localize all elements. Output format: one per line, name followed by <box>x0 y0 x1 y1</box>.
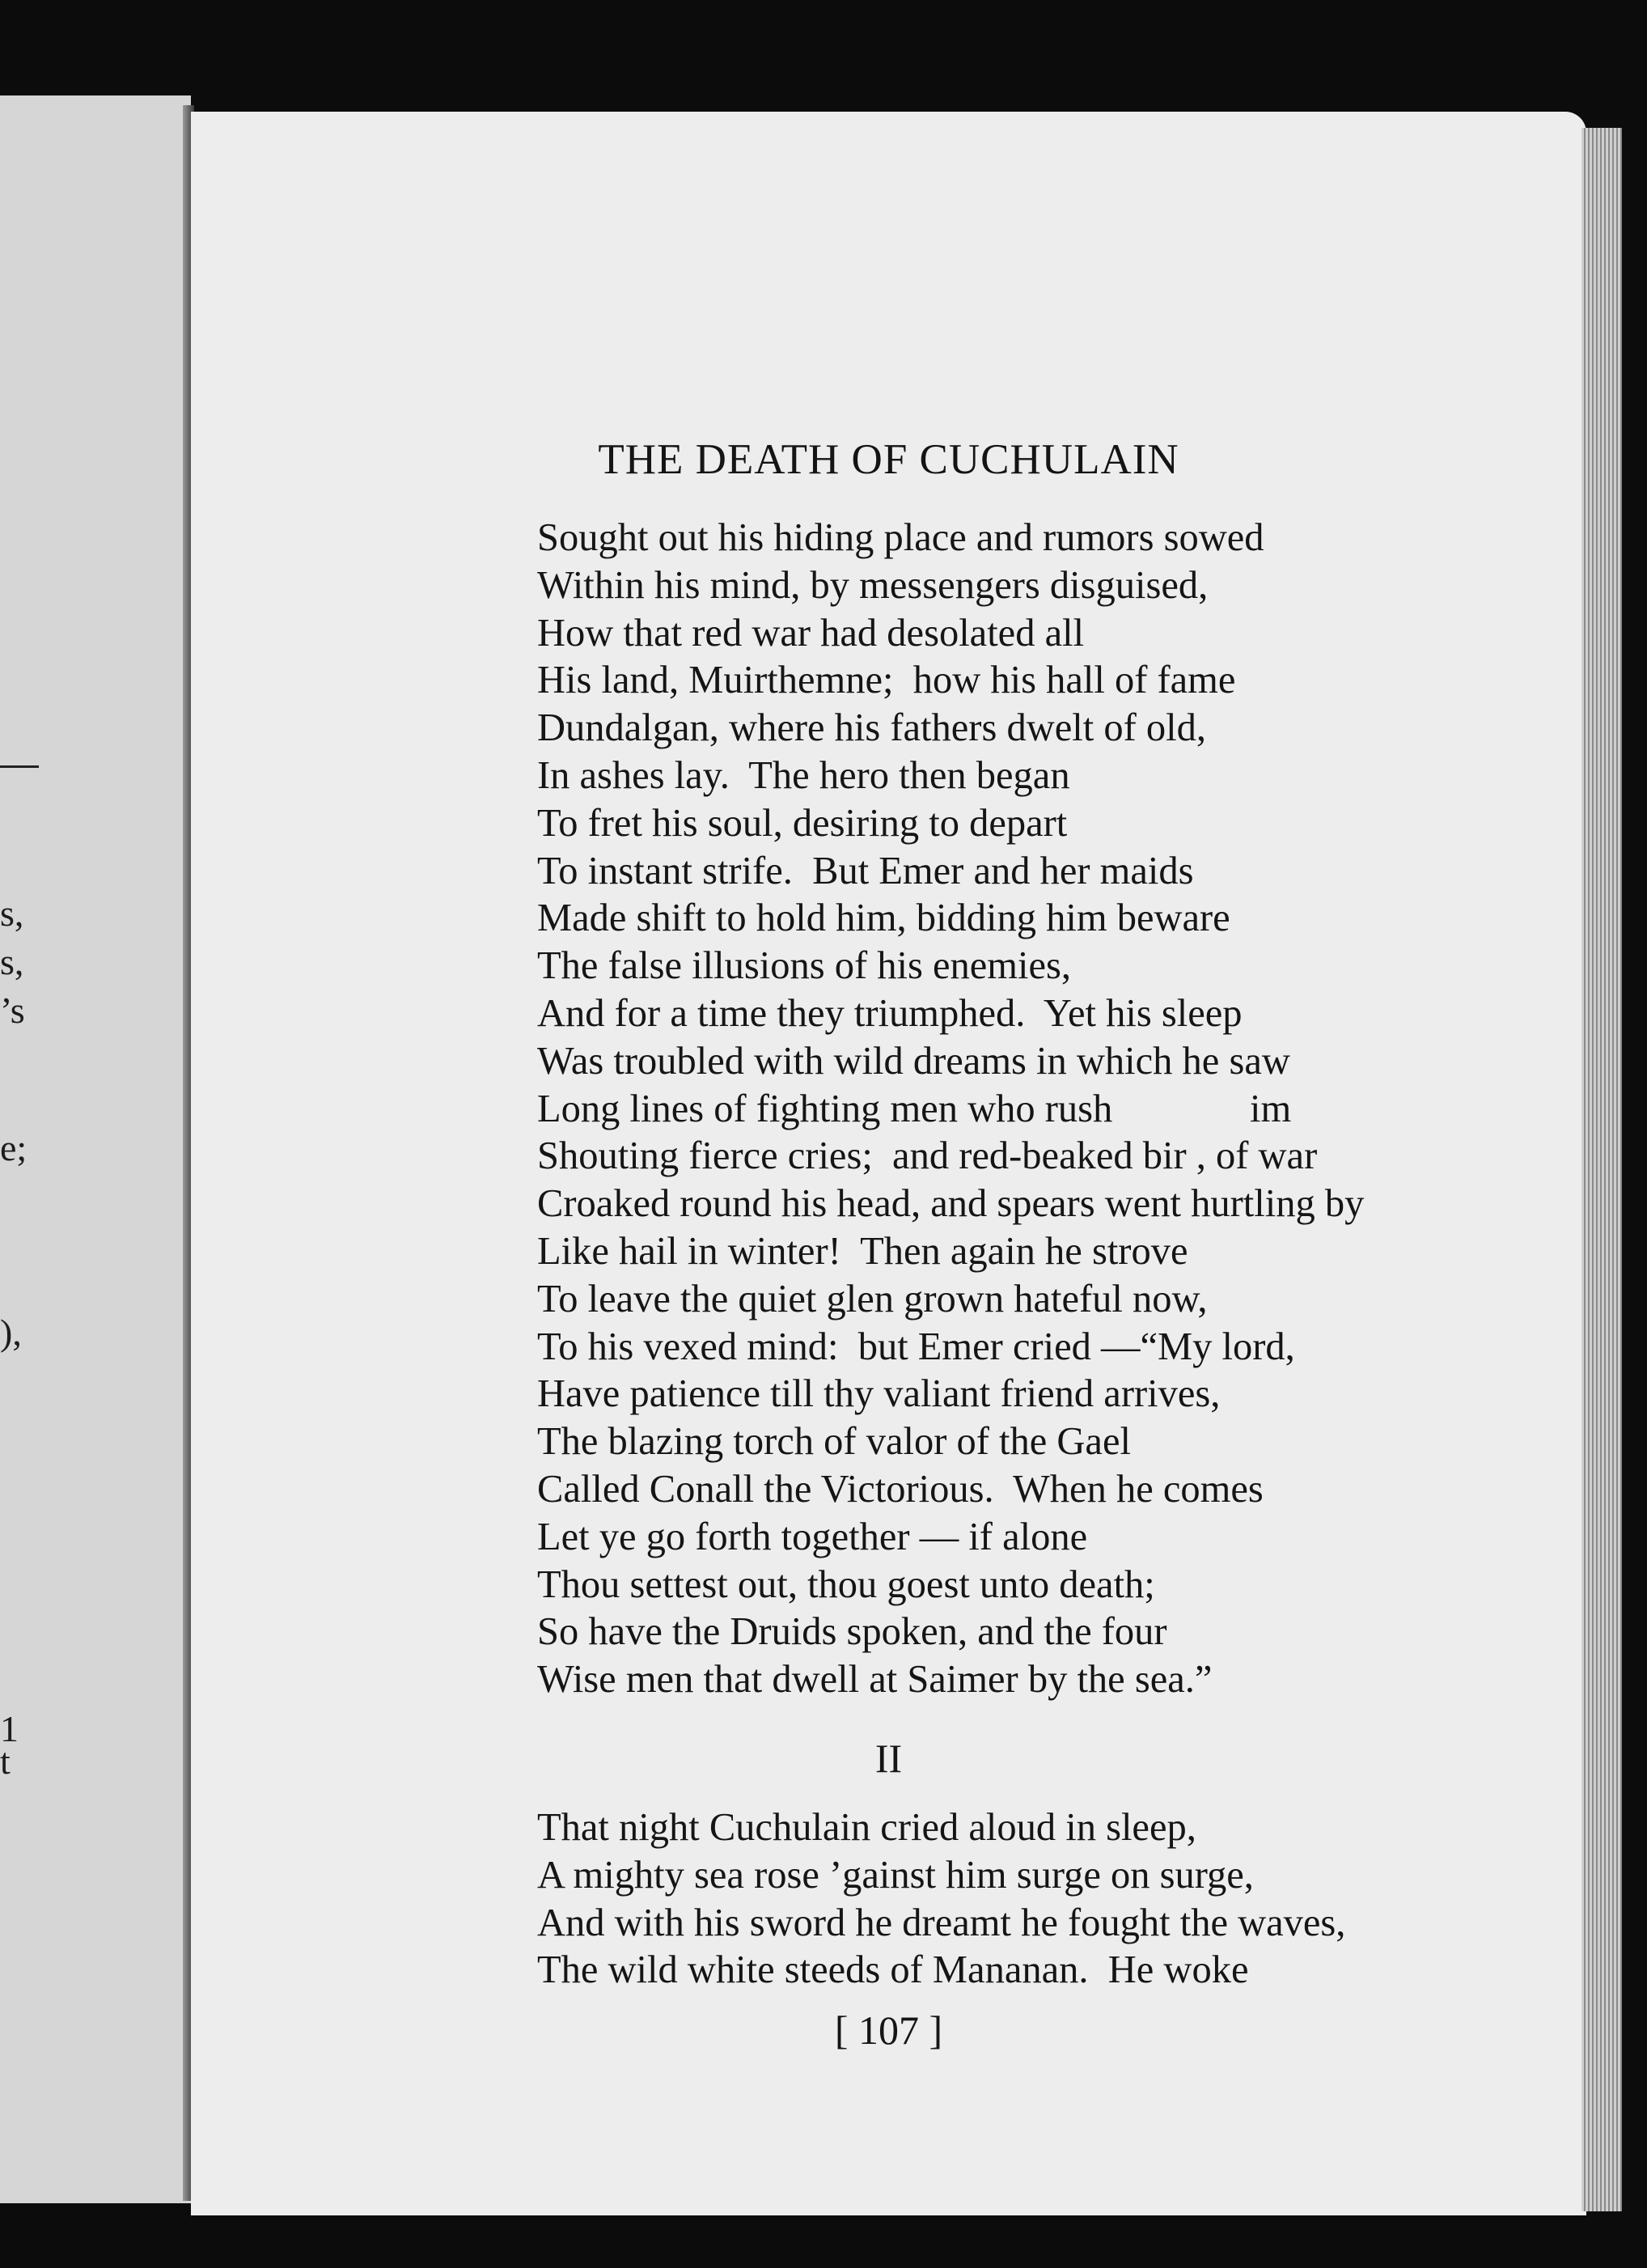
poem-line: Shouting fierce cries; and red-beaked bir , of war <box>537 1134 1318 1178</box>
poem-line: Croaked round his head, and spears went hurtling by <box>537 1182 1365 1226</box>
running-head: THE DEATH OF CUCHULAIN <box>598 436 1179 483</box>
poem-line: And for a time they triumphed. Yet his sleep <box>537 991 1243 1035</box>
poem-line: Let ye go forth together — if alone <box>537 1515 1088 1558</box>
right-page <box>191 112 1586 2215</box>
poem-line: In ashes lay. The hero then began <box>537 753 1070 797</box>
poem-line: Within his mind, by messengers disguised, <box>537 563 1209 607</box>
page-edges <box>1581 128 1622 2211</box>
poem-line: Thou settest out, thou goest unto death; <box>537 1562 1155 1606</box>
poem-line: Made shift to hold him, bidding him beware <box>537 897 1230 940</box>
left-page-fragment: 1 <box>0 1708 19 1749</box>
poem-line: Sought out his hiding place and rumors sowed <box>537 516 1264 559</box>
poem-line: His land, Muirthemne; how his hall of fame <box>537 659 1236 702</box>
poem-line: A mighty sea rose ’gainst him surge on surge, <box>537 1853 1254 1897</box>
poem-line: To leave the quiet glen grown hateful now, <box>537 1277 1208 1321</box>
left-page-fragment: ), <box>0 1312 22 1353</box>
poem-line: The blazing torch of valor of the Gael <box>537 1420 1131 1464</box>
poem-line: Was troubled with wild dreams in which he saw <box>537 1039 1290 1083</box>
poem-stanza-1 <box>537 515 1364 1704</box>
poem-line: Dundalgan, where his fathers dwelt of old, <box>537 706 1206 750</box>
left-page-fragment: ’s <box>0 990 25 1031</box>
left-page-fragment: s, <box>0 941 24 982</box>
poem-line: Wise men that dwell at Saimer by the sea.” <box>537 1658 1213 1702</box>
poem-line: Long lines of fighting men who rush im <box>537 1087 1292 1130</box>
poem-line: The wild white steeds of Mananan. He woke <box>537 1948 1249 1992</box>
left-page-fragment: s, <box>0 892 24 934</box>
left-page-fragment: t <box>0 1740 11 1782</box>
left-page <box>0 95 191 2203</box>
poem-line: That night Cuchulain cried aloud in sleep, <box>537 1806 1196 1849</box>
left-page-rule <box>0 765 39 768</box>
poem-line: How that red war had desolated all <box>537 611 1085 655</box>
poem-line: To his vexed mind: but Emer cried —“My lord, <box>537 1325 1295 1368</box>
poem-line: To instant strife. But Emer and her maids <box>537 849 1194 892</box>
page-number: [ 107 ] <box>834 2007 943 2053</box>
poem-line: Have patience till thy valiant friend arrives, <box>537 1372 1221 1416</box>
poem-line: So have the Druids spoken, and the four <box>537 1610 1167 1654</box>
poem-stanza-2 <box>537 1804 1345 1995</box>
poem-line: Called Conall the Victorious. When he comes <box>537 1467 1264 1511</box>
poem-line: Like hail in winter! Then again he strove <box>537 1229 1188 1273</box>
poem-line: The false illusions of his enemies, <box>537 944 1072 988</box>
left-page-fragment: e; <box>0 1127 28 1168</box>
poem-line: To fret his soul, desiring to depart <box>537 801 1068 845</box>
poem-line: And with his sword he dreamt he fought the waves, <box>537 1901 1346 1944</box>
section-number: II <box>874 1736 903 1781</box>
